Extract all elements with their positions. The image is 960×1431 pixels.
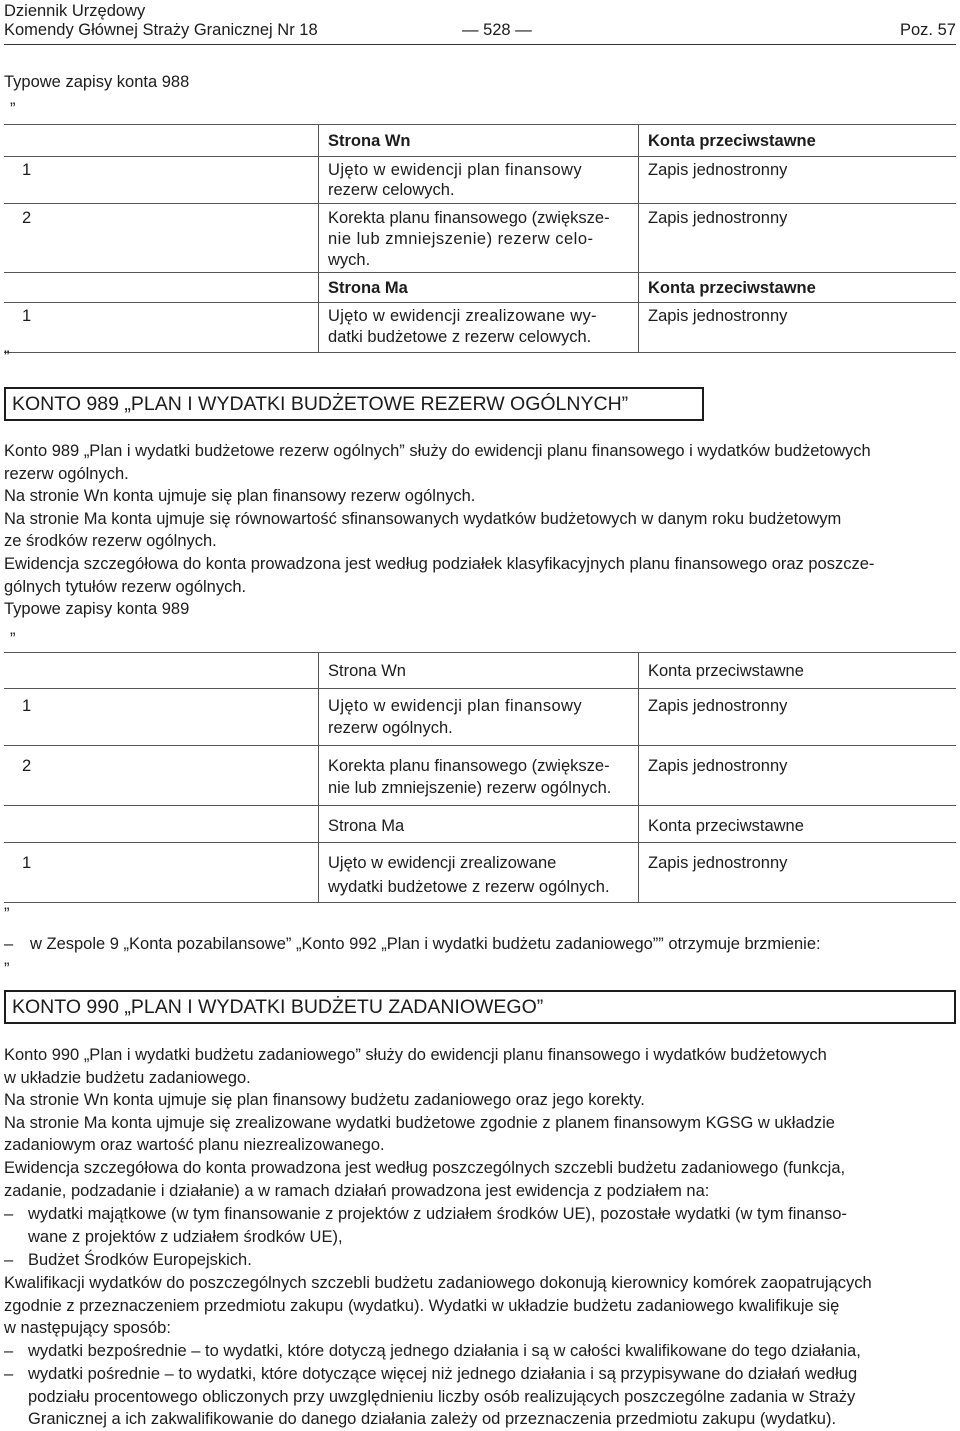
wn-header: Strona Wn [328,662,406,680]
row-description: rezerw celowych. [328,181,455,199]
row-description: rezerw ogólnych. [328,719,453,737]
section-title-box [4,387,704,421]
ma-header: Strona Ma [328,279,408,297]
kwalifikacja-paragraph [4,1272,956,1340]
counter-header: Konta przeciwstawne [648,662,804,680]
row-counter: Zapis jednostronny [648,307,788,325]
table-rule [4,842,956,843]
journal-title: Dziennik Urzędowy [4,2,146,20]
column-divider [318,652,319,902]
list-dash: – [4,1251,14,1269]
paragraph-line: rezerw ogólnych. [4,464,129,483]
wn-header: Strona Wn [328,132,411,150]
counter-header: Konta przeciwstawne [648,279,816,297]
table-988-title: Typowe zapisy konta 988 [4,73,190,91]
list-item-text: podziału procentowego obliczonych przy uwzględnieniu liczby osób realizujących poszczególne zadania w Straży [28,1387,856,1406]
paragraph-line: gólnych tytułów rezerw ogólnych. [4,577,247,596]
header-divider [4,44,956,45]
row-description: Ujęto w ewidencji zrealizowane [328,854,557,872]
table-rule [4,902,956,903]
close-quote: ” [4,905,10,923]
table-rule [4,203,956,204]
row-counter: Zapis jednostronny [648,697,788,715]
row-number: 2 [22,209,32,227]
row-description: nie lub zmniejszenie) rezerw ogólnych. [328,779,612,797]
table-rule [4,352,956,353]
table-rule [4,272,956,273]
paragraph-line: Ewidencja szczegółowa do konta prowadzona jest według poszczególnych szczebli budżetu zadaniowego (funkcja, [4,1158,846,1177]
row-number: 1 [22,161,32,179]
paragraph-line: w następujący sposób: [4,1319,171,1338]
counter-header: Konta przeciwstawne [648,132,816,150]
row-counter: Zapis jednostronny [648,209,788,227]
page-number: — 528 — [462,21,532,39]
row-number: 1 [22,307,32,325]
row-description: Ujęto w ewidencji plan finansowy [328,697,583,715]
table-rule [4,652,956,653]
paragraph-line: w układzie budżetu zadaniowego. [4,1068,251,1087]
row-counter: Zapis jednostronny [648,161,788,179]
table-rule [4,745,956,746]
row-description: Ujęto w ewidencji zrealizowane wy- [328,307,597,325]
table-rule [4,124,956,125]
row-description: nie lub zmniejszenie) rezerw celo- [328,230,594,248]
row-description: datki budżetowe z rezerw celowych. [328,328,592,346]
column-divider [638,652,639,902]
list-item-text: wane z projektów z udziałem środków UE), [28,1227,343,1246]
list-item-text: wydatki bezpośrednie – to wydatki, które dotyczą jednego działania i są w całości kwalifikowane do tego działania, [28,1342,861,1360]
row-counter: Zapis jednostronny [648,854,788,872]
konto-989-description [4,440,956,621]
list-item [4,1340,956,1363]
open-quote: ” [10,100,16,118]
paragraph-line: Konto 989 „Plan i wydatki budżetowe rezerw ogólnych” służy do ewidencji planu finansowego i wydatków budżetowych [4,442,871,460]
ma-header: Strona Ma [328,817,405,835]
row-number: 2 [22,757,32,775]
table-rule [4,302,956,303]
section-title: KONTO 989 „PLAN I WYDATKI BUDŻETOWE REZERW OGÓLNYCH” [12,393,629,415]
position-number: Poz. 57 [900,21,956,39]
row-counter: Zapis jednostronny [648,757,788,775]
paragraph-line: Konto 990 „Plan i wydatki budżetu zadaniowego” służy do ewidencji planu finansowego i wydatków budżetowych [4,1046,827,1064]
column-divider [318,124,319,352]
list-item [4,1249,956,1272]
row-description: wydatki budżetowe z rezerw ogólnych. [328,878,610,896]
list-item-text: wydatki pośrednie – to wydatki, które dotyczące więcej niż jednego działania i są przypisywane do działań według [28,1365,858,1383]
row-number: 1 [22,854,32,872]
paragraph-line: Na stronie Wn konta ujmuje się plan finansowy budżetu zadaniowego oraz jego korekty. [4,1091,645,1110]
row-description: Ujęto w ewidencji plan finansowy [328,161,583,179]
table-rule [4,805,956,806]
list-item [4,1203,956,1248]
paragraph-line: Na stronie Ma konta ujmuje się zrealizowane wydatki budżetowe zgodnie z planem finansowym KGSG w układzie [4,1113,835,1132]
section-title: KONTO 990 „PLAN I WYDATKI BUDŻETU ZADANIOWEGO” [12,996,544,1018]
list-item-text: Budżet Środków Europejskich. [28,1251,252,1269]
row-description: Korekta planu finansowego (zwiększe- [328,757,610,775]
paragraph-line: zadaniowym oraz wartość planu niezrealizowanego. [4,1136,385,1155]
counter-header: Konta przeciwstawne [648,817,804,835]
list-item [4,1363,956,1431]
row-description: wych. [328,251,371,269]
open-quote: ” [4,960,10,978]
paragraph-line: zgodnie z przeznaczeniem przedmiotu zakupu (wydatku). Wydatki w układzie budżetu zadaniowego kwalifikuje się [4,1296,840,1315]
row-description: Korekta planu finansowego (zwiększe- [328,209,610,227]
paragraph-line: Na stronie Wn konta ujmuje się plan finansowy rezerw ogólnych. [4,487,476,506]
paragraph-line: Ewidencja szczegółowa do konta prowadzona jest według podziałek klasyfikacyjnych planu finansowego oraz poszcze- [4,554,875,573]
table-rule [4,688,956,689]
paragraph-line: zadanie, podzadanie i działanie) a w ramach działań prowadzona jest ewidencja z podziałem na: [4,1181,710,1200]
paragraph-line: Kwalifikacji wydatków do poszczególnych szczebli budżetu zadaniowego dokonują kierownicy komórek zaopatrujących [4,1274,872,1292]
column-divider [638,124,639,352]
list-dash: – [4,1342,14,1360]
typowe-zapisy-title: Typowe zapisy konta 989 [4,600,190,619]
amendment-text: w Zespole 9 „Konta pozabilansowe” „Konto 992 „Plan i wydatki budżetu zadaniowego”” otrzymuje brzmienie: [30,935,821,953]
konto-990-description [4,1044,956,1202]
list-dash: – [4,1205,14,1223]
open-quote: ” [10,630,16,648]
close-quote: ” [4,348,10,366]
row-number: 1 [22,697,32,715]
paragraph-line: ze środków rezerw ogólnych. [4,532,217,551]
section-title-box [4,990,956,1024]
list-dash: – [4,1365,14,1383]
journal-subtitle: Komendy Głównej Straży Granicznej Nr 18 [4,21,318,39]
paragraph-line: Na stronie Ma konta ujmuje się równowartość sfinansowanych wydatków budżetowych w danym roku budżetowym [4,509,842,528]
table-rule [4,156,956,157]
list-item-text: Granicznej a ich zakwalifikowanie do danego działania zależy od przeznaczenia przedmiotu zakupu (wydatku). [28,1410,837,1429]
amend-dash: – [4,935,14,953]
list-item-text: wydatki majątkowe (w tym finansowanie z projektów z udziałem środków UE), pozostałe wydatki (w tym finanso- [28,1205,847,1223]
